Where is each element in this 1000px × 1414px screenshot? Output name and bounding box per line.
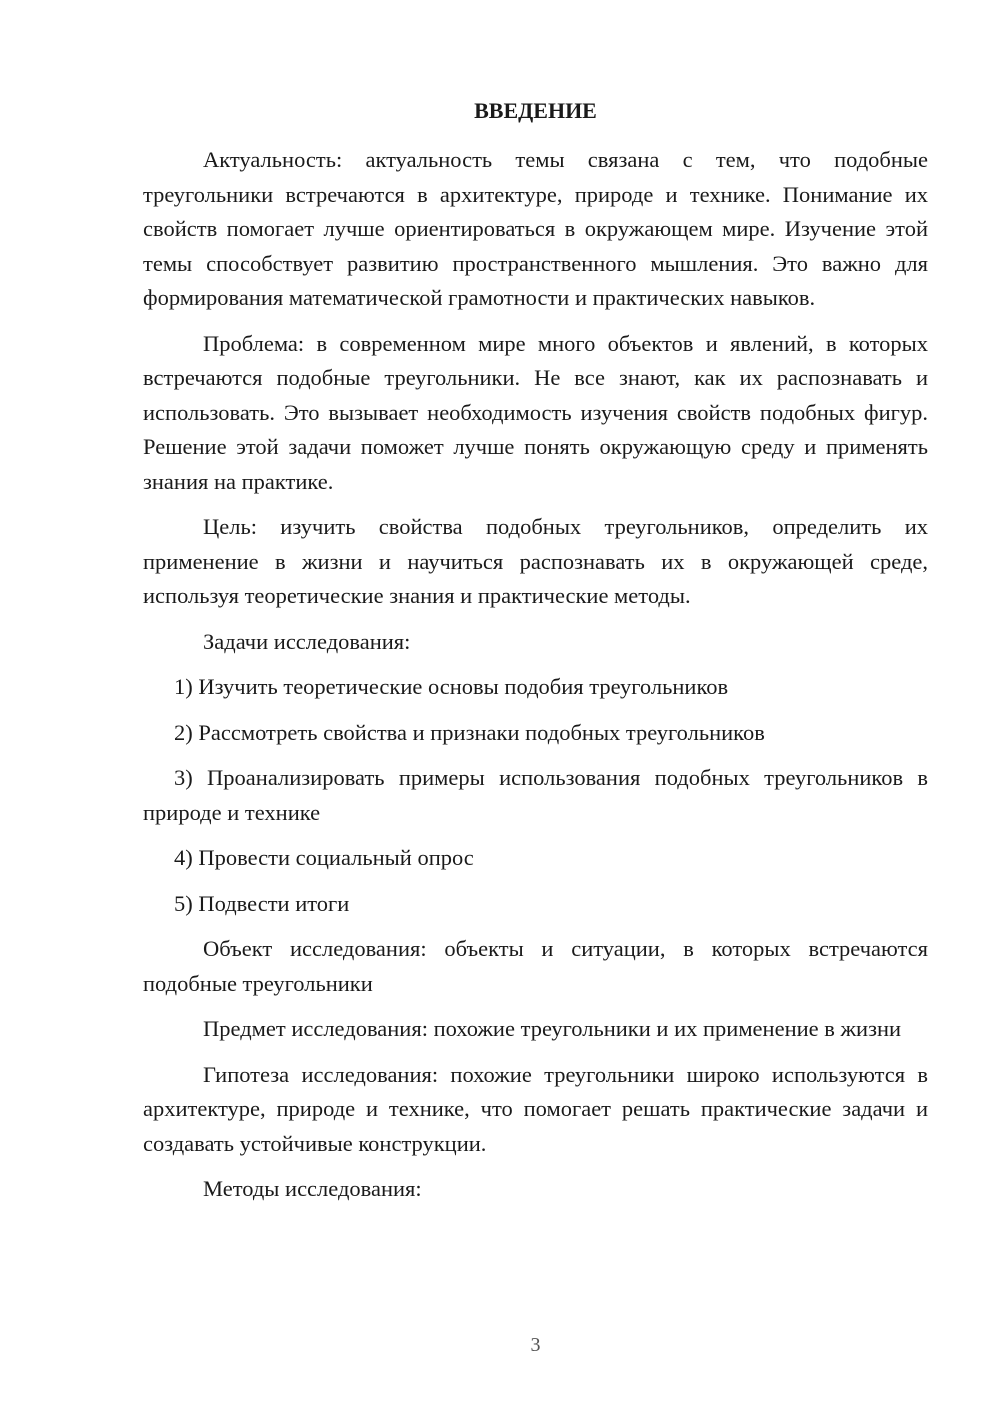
task-item-2: 2) Рассмотреть свойства и признаки подобных треугольников: [174, 719, 765, 745]
task-item-1: 1) Изучить теоретические основы подобия треугольников: [174, 674, 729, 699]
relevance-paragraph: Актуальность: актуальность темы связана с тем, что подобные треугольники встречаются в архитектуре, природе и технике. Понимание их свойств помогает лучше ориентироваться в окружающем мире. Изучение этой темы способствует развитию пространственного мышления. Это важно для формирования математической грамотности и практических навыков.: [143, 147, 928, 310]
tasks-heading: Задачи исследования:: [203, 628, 411, 654]
body-text: [143, 143, 928, 1218]
task-item-4: 4) Провести социальный опрос: [174, 845, 474, 870]
subject-paragraph: Предмет исследования: похожие треугольники и их применение в жизни: [203, 1016, 902, 1041]
problem-paragraph: Проблема: в современном мире много объектов и явлений, в которых встречаются подобные треугольники. Не все знают, как их распознавать и использовать. Это вызывает необходимость изучения свойств подобных фигур. Решение этой задачи поможет лучше понять окружающую среду и применять знания на практике.: [143, 330, 928, 494]
task-item-3: 3) Проанализировать примеры использования подобных треугольников в природе и технике: [143, 765, 928, 825]
hypothesis-paragraph: Гипотеза исследования: похожие треугольники широко используются в архитектуре, природе и технике, что помогает решать практические задачи и создавать устойчивые конструкции.: [143, 1061, 928, 1156]
goal-paragraph: Цель: изучить свойства подобных треугольников, определить их применение в жизни и научиться распознавать их в окружающей среде, используя теоретические знания и практические методы.: [143, 514, 928, 608]
object-paragraph: Объект исследования: объекты и ситуации, в которых встречаются подобные треугольники: [143, 936, 928, 996]
section-title: ВВЕДЕНИЕ: [474, 98, 597, 123]
methods-heading: Методы исследования:: [203, 1176, 422, 1201]
page-number: 3: [530, 1334, 541, 1356]
task-item-5: 5) Подвести итоги: [174, 890, 350, 916]
document-page: [143, 0, 928, 1414]
